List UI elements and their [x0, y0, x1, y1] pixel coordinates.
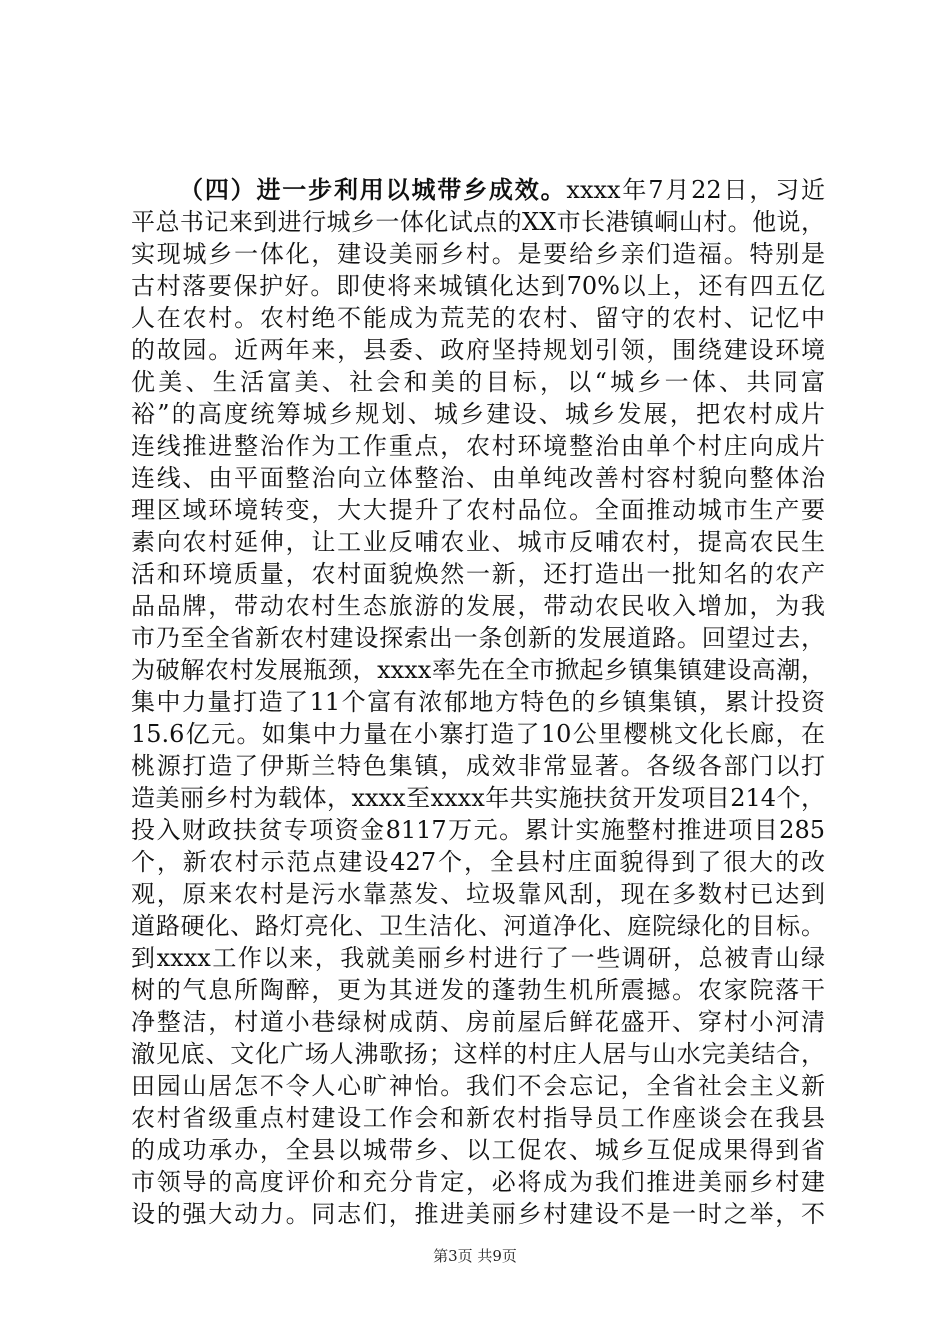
text-line: 为破解农村发展瓶颈，xxxx率先在全市掀起乡镇集镇建设高潮， [131, 656, 825, 684]
text-line: 道路硬化、路灯亮化、卫生洁化、河道净化、庭院绿化的目标。 [131, 912, 825, 940]
text-line: 实现城乡一体化，建设美丽乡村。是要给乡亲们造福。特别是 [131, 240, 825, 268]
text-line: 素向农村延伸，让工业反哺农业、城市反哺农村，提高农民生 [131, 528, 825, 556]
text-line: 连线推进整治作为工作重点，农村环境整治由单个村庄向成片 [131, 432, 825, 460]
document-body [131, 174, 825, 1230]
text-line: 的成功承办，全县以城带乡、以工促农、城乡互促成果得到省 [131, 1136, 825, 1164]
text-line: xxxx年7月22日，习近 [566, 176, 825, 204]
section-heading: （四）进一步利用以城带乡成效。 [179, 175, 567, 204]
text-line: 裕”的高度统筹城乡规划、城乡建设、城乡发展，把农村成片 [131, 400, 825, 428]
text-line: 农村省级重点村建设工作会和新农村指导员工作座谈会在我县 [131, 1104, 825, 1132]
text-line: 人在农村。农村绝不能成为荒芜的农村、留守的农村、记忆中 [131, 304, 825, 332]
text-line: 个，新农村示范点建设427个，全县村庄面貌得到了很大的改 [131, 848, 825, 876]
text-line: 活和环境质量，农村面貌焕然一新，还打造出一批知名的农产 [131, 560, 825, 588]
text-line: 造美丽乡村为载体，xxxx至xxxx年共实施扶贫开发项目214个， [131, 784, 825, 812]
text-line: 市乃至全省新农村建设探索出一条创新的发展道路。回望过去， [131, 624, 825, 652]
text-line: 15.6亿元。如集中力量在小寨打造了10公里樱桃文化长廊，在 [131, 720, 825, 748]
text-line: 净整洁，村道小巷绿树成荫、房前屋后鲜花盛开、穿村小河清 [131, 1008, 825, 1036]
text-line: 桃源打造了伊斯兰特色集镇，成效非常显著。各级各部门以打 [131, 752, 825, 780]
text-line: 理区域环境转变，大大提升了农村品位。全面推动城市生产要 [131, 496, 825, 524]
paragraph-first-line [131, 174, 825, 206]
text-line: 连线、由平面整治向立体整治、由单纯改善村容村貌向整体治 [131, 464, 825, 492]
text-line: 投入财政扶贫专项资金8117万元。累计实施整村推进项目285 [131, 816, 825, 844]
text-line: 古村落要保护好。即使将来城镇化达到70%以上，还有四五亿 [131, 272, 825, 300]
text-line: 树的气息所陶醉，更为其迸发的蓬勃生机所震撼。农家院落干 [131, 976, 825, 1004]
page-number-footer: 第3页 共9页 [433, 1247, 517, 1265]
text-line: 优美、生活富美、社会和美的目标，以“城乡一体、共同富 [131, 368, 825, 396]
text-line: 到xxxx工作以来，我就美丽乡村进行了一些调研，总被青山绿 [131, 944, 825, 972]
text-line: 澈见底、文化广场人沸歌扬；这样的村庄人居与山水完美结合， [131, 1040, 825, 1068]
text-line: 品品牌，带动农村生态旅游的发展，带动农民收入增加，为我 [131, 592, 825, 620]
text-line: 市领导的高度评价和充分肯定，必将成为我们推进美丽乡村建 [131, 1168, 825, 1196]
text-line: 集中力量打造了11个富有浓郁地方特色的乡镇集镇，累计投资 [131, 688, 825, 716]
text-line: 观，原来农村是污水靠蒸发、垃圾靠风刮，现在多数村已达到 [131, 880, 825, 908]
text-line: 设的强大动力。同志们，推进美丽乡村建设不是一时之举，不 [131, 1200, 825, 1228]
text-line: 田园山居怎不令人心旷神怡。我们不会忘记，全省社会主义新 [131, 1072, 825, 1100]
text-line: 平总书记来到进行城乡一体化试点的XX市长港镇峒山村。他说， [131, 208, 825, 236]
text-line: 的故园。近两年来，县委、政府坚持规划引领，围绕建设环境 [131, 336, 825, 364]
